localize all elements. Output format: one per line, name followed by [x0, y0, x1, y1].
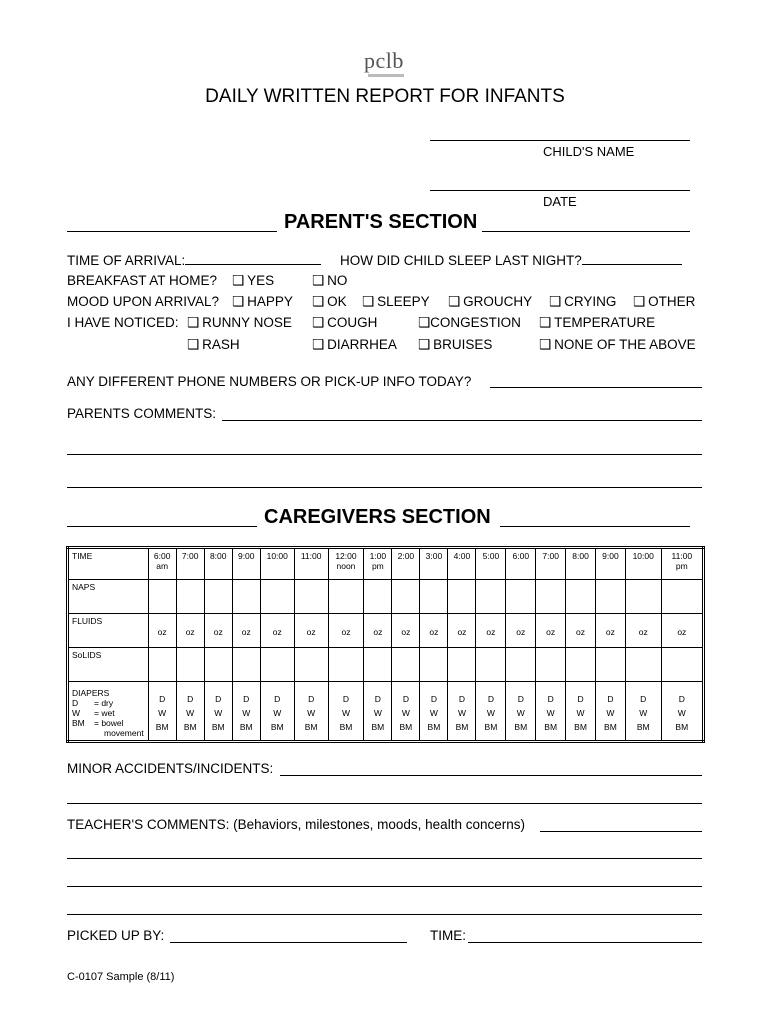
mood-ok[interactable]: ❑ OK — [312, 294, 347, 309]
checkbox-icon: ❑ — [232, 273, 245, 288]
noticed-cough[interactable]: ❑ COUGH — [312, 315, 378, 330]
time-value: 12:00 — [335, 551, 357, 561]
breakfast-yes[interactable]: ❑ YES — [232, 273, 275, 288]
phone-question-label: ANY DIFFERENT PHONE NUMBERS OR PICK-UP INFO TODAY? — [67, 374, 472, 389]
solids-cell[interactable] — [294, 648, 328, 682]
naps-cell[interactable] — [536, 580, 566, 614]
diaper-code: D — [274, 694, 281, 704]
diaper-cell[interactable] — [595, 682, 625, 742]
oz-unit: oz — [677, 627, 687, 637]
checkbox-icon: ❑ — [633, 294, 646, 309]
diaper-cell[interactable] — [625, 682, 661, 742]
naps-cell[interactable] — [176, 580, 204, 614]
time-cell — [294, 548, 328, 580]
noticed-rash[interactable]: ❑ RASH — [187, 337, 240, 352]
caregivers-log-table — [66, 546, 705, 743]
diaper-code: W — [273, 708, 282, 718]
teachers-comments-line-2[interactable] — [67, 858, 702, 859]
diaper-cell[interactable] — [506, 682, 536, 742]
fluids-cell[interactable] — [364, 614, 392, 648]
teachers-comments-line-3[interactable] — [67, 886, 702, 887]
fluids-cell[interactable] — [148, 614, 176, 648]
diaper-code: D — [430, 694, 437, 704]
oz-unit: oz — [457, 627, 467, 637]
fluids-cell[interactable] — [420, 614, 448, 648]
sleep-question-row — [340, 252, 682, 269]
time-cell — [536, 548, 566, 580]
diaper-cell[interactable] — [328, 682, 364, 742]
checkbox-icon: ❑ — [312, 294, 325, 309]
checkbox-icon: ❑ — [539, 315, 552, 330]
oz-unit: oz — [486, 627, 496, 637]
diaper-cell[interactable] — [232, 682, 260, 742]
time-row-label: TIME — [68, 548, 149, 580]
time-cell — [232, 548, 260, 580]
checkbox-icon: ❑ — [312, 337, 325, 352]
diaper-code: W — [639, 708, 648, 718]
checkbox-icon: ❑ — [187, 337, 200, 352]
diaper-code: D — [577, 694, 584, 704]
fluids-cell[interactable] — [536, 614, 566, 648]
naps-cell[interactable] — [364, 580, 392, 614]
diaper-cell[interactable] — [364, 682, 392, 742]
date-field[interactable] — [430, 190, 690, 191]
diaper-code: BM — [339, 722, 353, 732]
diaper-code: W — [457, 708, 466, 718]
breakfast-label: BREAKFAST AT HOME? — [67, 273, 218, 288]
legend-wet: W = wet — [72, 708, 115, 718]
diaper-code: BM — [544, 722, 558, 732]
fluids-cell[interactable] — [328, 614, 364, 648]
fluids-cell[interactable] — [661, 614, 703, 648]
time-of-arrival-field[interactable] — [185, 252, 321, 265]
time-value: 10:00 — [266, 551, 288, 561]
diaper-cell[interactable] — [661, 682, 703, 742]
diaper-cell[interactable] — [566, 682, 596, 742]
diaper-code: BM — [155, 722, 169, 732]
form-code: C-0107 Sample (8/11) — [67, 971, 175, 983]
noticed-runny-nose[interactable]: ❑ RUNNY NOSE — [187, 315, 292, 330]
naps-cell[interactable] — [595, 580, 625, 614]
checkbox-icon: ❑ — [232, 294, 245, 309]
naps-cell[interactable] — [232, 580, 260, 614]
diaper-cell[interactable] — [392, 682, 420, 742]
time-row — [68, 548, 704, 580]
diaper-code: D — [607, 694, 614, 704]
diaper-code: D — [640, 694, 647, 704]
diaper-code: BM — [270, 722, 284, 732]
sleep-question-label: HOW DID CHILD SLEEP LAST NIGHT? — [340, 253, 582, 268]
solids-cell[interactable] — [364, 648, 392, 682]
time-cell — [392, 548, 420, 580]
minor-accidents-line-2[interactable] — [67, 803, 702, 804]
oz-unit: oz — [157, 627, 167, 637]
diaper-code: BM — [455, 722, 469, 732]
time-value: 1:00 — [369, 551, 387, 561]
teachers-comments-field[interactable] — [540, 831, 702, 832]
solids-cell[interactable] — [661, 648, 703, 682]
solids-cell[interactable] — [148, 648, 176, 682]
minor-accidents-field[interactable] — [280, 775, 702, 776]
parents-comments-line-2[interactable] — [67, 454, 702, 455]
checkbox-icon: ❑ — [312, 315, 325, 330]
time-value: 9:00 — [602, 551, 619, 561]
diaper-code: W — [677, 708, 686, 718]
time-cell — [448, 548, 476, 580]
diaper-cell[interactable] — [420, 682, 448, 742]
heading-rule-left — [67, 231, 277, 232]
childs-name-label: CHILD'S NAME — [543, 144, 635, 159]
diaper-code: D — [159, 694, 166, 704]
diaper-code: BM — [514, 722, 528, 732]
naps-cell[interactable] — [661, 580, 703, 614]
diaper-code: W — [341, 708, 350, 718]
legend-bowel: BM = bowel — [72, 718, 124, 728]
diaper-code: BM — [604, 722, 617, 732]
oz-unit: oz — [272, 627, 282, 637]
oz-unit: oz — [638, 627, 648, 637]
solids-cell[interactable] — [625, 648, 661, 682]
diaper-code: BM — [371, 722, 385, 732]
checkbox-icon: ❑ — [312, 273, 325, 288]
time-of-arrival-row — [67, 252, 321, 269]
checkbox-icon: ❑ — [448, 294, 461, 309]
oz-unit: oz — [605, 627, 615, 637]
diapers-row-label — [68, 682, 149, 742]
oz-unit: oz — [401, 627, 411, 637]
naps-cell[interactable] — [420, 580, 448, 614]
checkbox-icon: ❑ — [187, 315, 200, 330]
phone-info-field[interactable] — [490, 387, 702, 388]
time-value: 6:00 — [512, 551, 530, 561]
noticed-none[interactable]: ❑ NONE OF THE ABOVE — [539, 337, 696, 352]
mood-other[interactable]: ❑ OTHER — [633, 294, 696, 309]
oz-unit: oz — [185, 627, 195, 637]
time-value: 9:00 — [237, 551, 255, 561]
time-value: 7:00 — [181, 551, 199, 561]
diaper-code: BM — [675, 722, 689, 732]
diaper-cell[interactable] — [176, 682, 204, 742]
noticed-label: I HAVE NOTICED: — [67, 315, 179, 330]
solids-cell[interactable] — [476, 648, 506, 682]
solids-row — [68, 648, 704, 682]
naps-row-label: NAPS — [68, 580, 149, 614]
time-cell — [625, 548, 661, 580]
fluids-cell[interactable] — [506, 614, 536, 648]
picked-up-by-field[interactable] — [170, 942, 407, 943]
naps-cell[interactable] — [148, 580, 176, 614]
legend-movement: movement — [104, 728, 144, 738]
fluids-cell[interactable] — [232, 614, 260, 648]
time-suffix: pm — [371, 561, 384, 571]
checkbox-icon: ❑ — [418, 315, 431, 330]
solids-cell[interactable] — [536, 648, 566, 682]
pickup-time-field[interactable] — [468, 942, 702, 943]
noticed-congestion[interactable]: ❑CONGESTION — [418, 315, 521, 330]
diapers-row — [68, 682, 704, 742]
time-cell — [176, 548, 204, 580]
oz-unit: oz — [306, 627, 316, 637]
solids-cell[interactable] — [506, 648, 536, 682]
caregivers-section-heading: CAREGIVERS SECTION — [264, 506, 491, 528]
time-value: 11:00 — [671, 551, 693, 561]
fluids-cell[interactable] — [448, 614, 476, 648]
diaper-code: D — [402, 694, 409, 704]
teachers-comments-label: TEACHER'S COMMENTS: (Behaviors, milestones, moods, health concerns) — [67, 817, 525, 832]
diaper-code: D — [308, 694, 315, 704]
diaper-code: D — [243, 694, 250, 704]
diaper-code: W — [429, 708, 438, 718]
time-cell — [595, 548, 625, 580]
fluids-cell[interactable] — [566, 614, 596, 648]
diaper-code: BM — [636, 722, 650, 732]
mood-label: MOOD UPON ARRIVAL? — [67, 294, 220, 309]
diaper-code: W — [373, 708, 382, 718]
page-title: DAILY WRITTEN REPORT FOR INFANTS — [205, 86, 565, 107]
diaper-code: D — [374, 694, 381, 704]
diaper-code: W — [546, 708, 555, 718]
diaper-code: D — [547, 694, 554, 704]
fluids-cell[interactable] — [294, 614, 328, 648]
time-cell — [148, 548, 176, 580]
diaper-code: D — [458, 694, 466, 704]
diaper-code: W — [214, 708, 223, 718]
minor-accidents-label: MINOR ACCIDENTS/INCIDENTS: — [67, 761, 274, 776]
oz-unit: oz — [373, 627, 383, 637]
diaper-code: D — [678, 694, 685, 704]
fluids-cell[interactable] — [595, 614, 625, 648]
diaper-code: D — [342, 694, 350, 704]
diaper-code: W — [186, 708, 195, 718]
naps-cell[interactable] — [294, 580, 328, 614]
naps-row — [68, 580, 704, 614]
diaper-code: D — [187, 694, 194, 704]
naps-cell[interactable] — [392, 580, 420, 614]
solids-cell[interactable] — [176, 648, 204, 682]
diapers-label: DIAPERS — [72, 688, 110, 698]
time-suffix: pm — [675, 561, 688, 571]
diaper-code: BM — [304, 722, 318, 732]
diaper-code: BM — [399, 722, 413, 732]
diaper-code: D — [487, 694, 494, 704]
time-cell — [328, 548, 364, 580]
time-value: 11:00 — [300, 551, 322, 561]
oz-unit: oz — [546, 627, 556, 637]
checkbox-icon: ❑ — [418, 337, 431, 352]
solids-cell[interactable] — [204, 648, 232, 682]
noticed-temperature[interactable]: ❑ TEMPERATURE — [539, 315, 656, 330]
solids-cell[interactable] — [448, 648, 476, 682]
diaper-code: W — [158, 708, 167, 718]
diaper-cell[interactable] — [536, 682, 566, 742]
time-suffix: noon — [336, 561, 356, 571]
parents-section-heading: PARENT'S SECTION — [284, 211, 478, 233]
naps-cell[interactable] — [625, 580, 661, 614]
teachers-comments-line-4[interactable] — [67, 914, 702, 915]
fluids-cell[interactable] — [204, 614, 232, 648]
time-value: 5:00 — [482, 551, 500, 561]
time-cell — [420, 548, 448, 580]
diaper-code: BM — [183, 722, 197, 732]
solids-row-label: SoLIDS — [68, 648, 149, 682]
checkbox-icon: ❑ — [362, 294, 375, 309]
diaper-code: BM — [239, 722, 253, 732]
solids-cell[interactable] — [232, 648, 260, 682]
time-value: 8:00 — [572, 551, 589, 561]
checkbox-icon: ❑ — [539, 337, 552, 352]
time-value: 8:00 — [209, 551, 227, 561]
fluids-row — [68, 614, 704, 648]
diaper-cell[interactable] — [476, 682, 506, 742]
solids-cell[interactable] — [392, 648, 420, 682]
checkbox-icon: ❑ — [549, 294, 562, 309]
pickup-time-label: TIME: — [430, 928, 466, 943]
heading-rule-left — [67, 526, 257, 527]
time-value: 3:00 — [425, 551, 443, 561]
diaper-cell[interactable] — [448, 682, 476, 742]
time-cell — [661, 548, 703, 580]
breakfast-no[interactable]: ❑ NO — [312, 273, 348, 288]
oz-unit: oz — [213, 627, 223, 637]
time-value: 10:00 — [632, 551, 654, 561]
diaper-code: W — [516, 708, 525, 718]
fluids-cell[interactable] — [476, 614, 506, 648]
diaper-code: W — [401, 708, 410, 718]
diaper-code: BM — [484, 722, 498, 732]
naps-cell[interactable] — [260, 580, 294, 614]
diaper-code: W — [242, 708, 251, 718]
oz-unit: oz — [516, 627, 526, 637]
diaper-cell[interactable] — [260, 682, 294, 742]
diaper-cell[interactable] — [148, 682, 176, 742]
parents-comments-field[interactable] — [222, 420, 702, 421]
oz-unit: oz — [429, 627, 439, 637]
diaper-code: W — [606, 708, 615, 718]
noticed-diarrhea[interactable]: ❑ DIARRHEA — [312, 337, 397, 352]
logo-text: pclb — [364, 48, 404, 73]
time-cell — [506, 548, 536, 580]
time-of-arrival-label: TIME OF ARRIVAL: — [67, 253, 186, 268]
oz-unit: oz — [341, 627, 351, 637]
oz-unit: oz — [576, 627, 586, 637]
solids-cell[interactable] — [260, 648, 294, 682]
solids-cell[interactable] — [595, 648, 625, 682]
fluids-cell[interactable] — [260, 614, 294, 648]
solids-cell[interactable] — [420, 648, 448, 682]
legend-dry: D = dry — [72, 698, 114, 708]
diaper-code: W — [486, 708, 495, 718]
time-cell — [204, 548, 232, 580]
naps-cell[interactable] — [328, 580, 364, 614]
naps-cell[interactable] — [448, 580, 476, 614]
time-value: 2:00 — [397, 551, 415, 561]
time-cell — [476, 548, 506, 580]
naps-cell[interactable] — [566, 580, 596, 614]
parents-comments-label: PARENTS COMMENTS: — [67, 406, 217, 421]
heading-rule-right — [482, 231, 690, 232]
naps-cell[interactable] — [506, 580, 536, 614]
logo-tagline-mark — [368, 74, 404, 77]
diaper-code: BM — [574, 722, 587, 732]
heading-rule-right — [500, 526, 690, 527]
noticed-bruises[interactable]: ❑ BRUISES — [418, 337, 493, 352]
parents-comments-line-3[interactable] — [67, 487, 702, 488]
mood-sleepy[interactable]: ❑ SLEEPY — [362, 294, 430, 309]
mood-crying[interactable]: ❑ CRYING — [549, 294, 617, 309]
time-value: 6:00 — [153, 551, 171, 561]
time-value: 7:00 — [542, 551, 559, 561]
diaper-code: BM — [427, 722, 441, 732]
time-suffix: am — [156, 561, 169, 571]
diaper-code: W — [307, 708, 316, 718]
diaper-code: D — [215, 694, 222, 704]
date-label: DATE — [543, 194, 577, 209]
picked-up-by-label: PICKED UP BY: — [67, 928, 165, 943]
pclb-logo — [356, 48, 416, 84]
sleep-answer-field[interactable] — [582, 252, 682, 265]
diaper-cell[interactable] — [294, 682, 328, 742]
time-cell — [260, 548, 294, 580]
mood-grouchy[interactable]: ❑ GROUCHY — [448, 294, 533, 309]
fluids-cell[interactable] — [625, 614, 661, 648]
fluids-cell[interactable] — [176, 614, 204, 648]
naps-cell[interactable] — [204, 580, 232, 614]
oz-unit: oz — [241, 627, 251, 637]
solids-cell[interactable] — [566, 648, 596, 682]
naps-cell[interactable] — [476, 580, 506, 614]
diaper-cell[interactable] — [204, 682, 232, 742]
solids-cell[interactable] — [328, 648, 364, 682]
mood-happy[interactable]: ❑ HAPPY — [232, 294, 293, 309]
time-cell — [566, 548, 596, 580]
fluids-row-label: FLUIDS — [68, 614, 149, 648]
diaper-code: W — [576, 708, 585, 718]
time-value: 4:00 — [453, 551, 471, 561]
time-cell — [364, 548, 392, 580]
diaper-code: BM — [211, 722, 225, 732]
childs-name-field[interactable] — [430, 140, 690, 141]
diaper-code: D — [517, 694, 524, 704]
fluids-cell[interactable] — [392, 614, 420, 648]
